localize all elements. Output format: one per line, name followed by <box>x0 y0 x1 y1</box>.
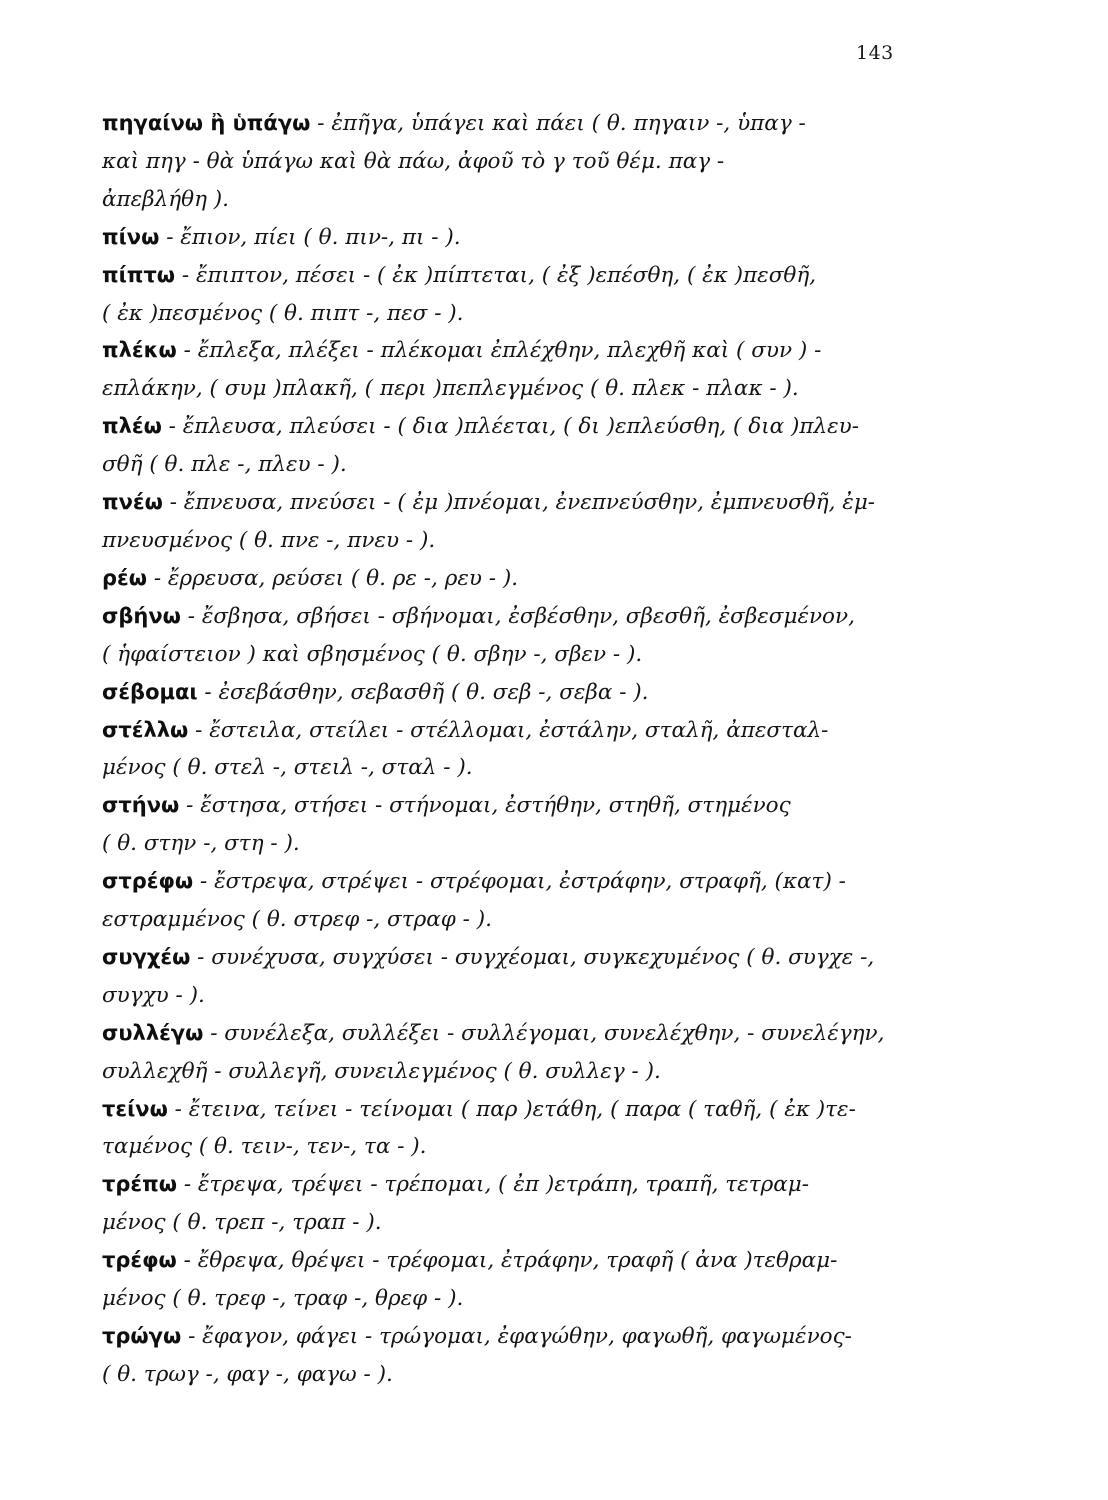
entry-lemma: πίνω <box>102 224 160 249</box>
entry-continuation-line <box>102 977 922 1015</box>
entry-lemma: τρέπω <box>102 1172 177 1197</box>
entry-first-line <box>102 712 922 750</box>
verb-entry <box>102 1242 922 1318</box>
entry-forms: - ἔφαγον, φάγει - τρώγομαι, ἐφαγώθην, φαγωθῆ, φαγωμένος- <box>181 1324 852 1349</box>
entry-forms: συλλεχθῆ - συλλεγῆ, συνειλεγμένος ( θ. συλλεγ - ). <box>102 1058 661 1084</box>
entry-lemma: στέλλω <box>102 717 189 742</box>
verb-entry <box>102 1318 922 1394</box>
entry-lemma: τείνω <box>102 1096 168 1121</box>
entry-first-line <box>102 257 922 295</box>
entry-forms: - ἔτρεψα, τρέψει - τρέπομαι, ( ἐπ )ετράπη, τραπῆ, τετραμ- <box>177 1172 809 1198</box>
entry-first-line <box>102 560 922 598</box>
entry-first-line <box>102 484 922 522</box>
entry-forms: - ἔστειλα, στείλει - στέλλομαι, ἐστάλην, σταλῆ, ἀπεσταλ- <box>188 717 829 743</box>
entry-forms: καὶ πηγ - θὰ ὑπάγω καὶ θὰ πάω, ἀφοῦ τὸ γ τοῦ θέμ. παγ - <box>102 148 725 174</box>
entry-lemma: στήνω <box>102 793 180 818</box>
verb-entry <box>102 257 922 333</box>
verb-entry <box>102 712 922 788</box>
entry-first-line <box>102 408 922 446</box>
verb-entry <box>102 674 922 712</box>
entry-continuation-line <box>102 295 922 333</box>
entry-forms: - ἔπλευσα, πλεύσει - ( δια )πλέεται, ( δι )επλεύσθη, ( δια )πλευ- <box>161 414 860 440</box>
entry-lemma: ρέω <box>102 565 147 590</box>
entry-first-line <box>102 1318 922 1356</box>
entry-continuation-line <box>102 1280 922 1318</box>
entry-forms: - ἔστρεψα, στρέψει - στρέφομαι, ἐστράφην, στραφῆ, (κατ) - <box>193 869 846 895</box>
entry-forms: πνευσμένος ( θ. πνε -, πνευ - ). <box>102 527 436 553</box>
entry-forms: - ἔρρευσα, ρεύσει ( θ. ρε -, ρευ - ). <box>146 565 519 591</box>
entry-lemma: συγχέω <box>102 944 191 969</box>
page-number: 143 <box>856 42 894 64</box>
entry-forms: - ἔτεινα, τείνει - τείνομαι ( παρ )ετάθη, ( παρα ( ταθῆ, ( ἐκ )τε- <box>167 1096 856 1122</box>
entry-lemma: σβήνω <box>102 603 181 628</box>
entry-forms: συγχυ - ). <box>102 982 205 1008</box>
entry-lemma: πίπτω <box>102 262 176 287</box>
entry-continuation-line <box>102 749 922 787</box>
entry-continuation-line <box>102 1128 922 1166</box>
entry-forms: - ἔσβησα, σβήσει - σβήνομαι, ἐσβέσθην, σβεσθῆ, ἐσβεσμένον, <box>180 603 855 629</box>
entry-lemma: πλέκω <box>102 338 177 363</box>
entry-forms: ( θ. στην -, στη - ). <box>102 831 300 857</box>
entry-forms: - ἐσεβάσθην, σεβασθῆ ( θ. σεβ -, σεβα - ). <box>197 679 649 705</box>
entry-forms: μένος ( θ. τρεπ -, τραπ - ). <box>102 1210 382 1236</box>
entry-forms: - ἔπιον, πίει ( θ. πιν-, πι - ). <box>159 224 461 250</box>
entry-first-line <box>102 1015 922 1053</box>
entry-continuation-line <box>102 901 922 939</box>
verb-entries-list <box>102 105 922 1394</box>
verb-entry <box>102 219 922 257</box>
entry-continuation-line <box>102 522 922 560</box>
verb-entry <box>102 598 922 674</box>
entry-forms: - ἔπιπτον, πέσει - ( ἐκ )πίπτεται, ( ἐξ )επέσθη, ( ἐκ )πεσθῆ, <box>175 262 817 288</box>
entry-first-line <box>102 939 922 977</box>
verb-entry <box>102 1091 922 1167</box>
entry-forms: - ἔθρεψα, θρέψει - τρέφομαι, ἐτράφην, τραφῆ ( ἀνα )τεθραμ- <box>176 1248 838 1274</box>
entry-continuation-line <box>102 825 922 863</box>
entry-lemma: τρώγω <box>102 1324 182 1348</box>
verb-entry <box>102 408 922 484</box>
entry-forms: - ἔστησα, στήσει - στήνομαι, ἐστήθην, στηθῆ, στημένος <box>179 793 791 819</box>
entry-continuation-line <box>102 370 922 408</box>
verb-entry <box>102 1015 922 1091</box>
verb-entry <box>102 1166 922 1242</box>
entry-continuation-line <box>102 1204 922 1242</box>
entry-first-line <box>102 598 922 636</box>
entry-first-line <box>102 105 922 143</box>
entry-continuation-line <box>102 1053 922 1091</box>
entry-lemma: στρέφω <box>102 869 194 894</box>
entry-continuation-line <box>102 143 922 181</box>
verb-entry <box>102 787 922 863</box>
entry-lemma: σέβομαι <box>102 679 198 704</box>
verb-entry <box>102 332 922 408</box>
entry-first-line <box>102 674 922 712</box>
verb-entry <box>102 863 922 939</box>
entry-forms: ἀπεβλήθη ). <box>102 186 230 212</box>
verb-entry <box>102 484 922 560</box>
verb-entry <box>102 939 922 1015</box>
entry-continuation-line <box>102 181 922 219</box>
entry-forms: ( ἐκ )πεσμένος ( θ. πιπτ -, πεσ - ). <box>102 300 464 326</box>
entry-lemma: τρέφω <box>102 1248 177 1273</box>
entry-first-line <box>102 1091 922 1129</box>
entry-lemma: συλλέγω <box>102 1020 204 1045</box>
entry-forms: - συνέχυσα, συγχύσει - συγχέομαι, συγκεχυμένος ( θ. συγχε -, <box>190 944 875 970</box>
entry-first-line <box>102 332 922 370</box>
entry-forms: - ἔπλεξα, πλέξει - πλέκομαι ἐπλέχθην, πλεχθῆ καὶ ( συν ) - <box>176 338 822 364</box>
verb-entry <box>102 105 922 219</box>
entry-forms: μένος ( θ. στελ -, στειλ -, σταλ - ). <box>102 755 473 781</box>
entry-continuation-line <box>102 636 922 674</box>
entry-forms: μένος ( θ. τρεφ -, τραφ -, θρεφ - ). <box>102 1286 464 1312</box>
entry-forms: - συνέλεξα, συλλέξει - συλλέγομαι, συνελέχθην, - συνελέγην, <box>203 1020 885 1046</box>
entry-first-line <box>102 219 922 257</box>
entry-first-line <box>102 787 922 825</box>
entry-forms: ταμένος ( θ. τειν-, τεν-, τα - ). <box>102 1134 427 1160</box>
entry-forms: ( ἡφαίστειον ) καὶ σβησμένος ( θ. σβην -, σβεν - ). <box>102 641 643 667</box>
entry-first-line <box>102 863 922 901</box>
entry-first-line <box>102 1166 922 1204</box>
entry-forms: ( θ. τρωγ -, φαγ -, φαγω - ). <box>102 1361 393 1387</box>
entry-lemma: πνέω <box>102 490 163 515</box>
entry-continuation-line <box>102 1356 922 1394</box>
entry-continuation-line <box>102 446 922 484</box>
entry-lemma: πηγαίνω ἢ ὑπάγω <box>102 111 311 135</box>
verb-entry <box>102 560 922 598</box>
entry-forms: επλάκην, ( συμ )πλακῆ, ( περι )πεπλεγμένος ( θ. πλεκ - πλακ - ). <box>102 376 799 402</box>
entry-lemma: πλέω <box>102 414 162 439</box>
entry-forms: - ἔπνευσα, πνεύσει - ( ἐμ )πνέομαι, ἐνεπνεύσθην, ἐμπνευσθῆ, ἐμ- <box>162 490 876 516</box>
entry-forms: - ἐπῆγα, ὑπάγει καὶ πάει ( θ. πηγαιν -, ὑπαγ - <box>310 111 806 136</box>
entry-forms: εστραμμένος ( θ. στρεφ -, στραφ - ). <box>102 907 492 933</box>
entry-forms: σθῆ ( θ. πλε -, πλευ - ). <box>102 452 347 478</box>
entry-first-line <box>102 1242 922 1280</box>
